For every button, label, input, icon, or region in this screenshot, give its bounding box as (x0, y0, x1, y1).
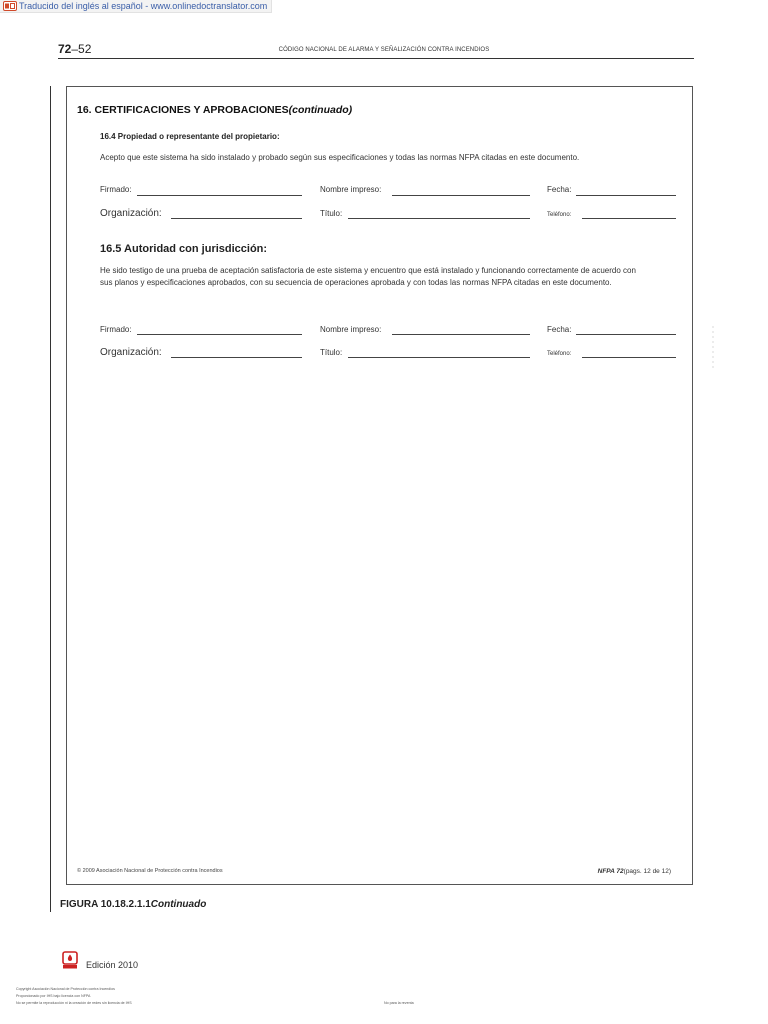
fecha-label: Fecha: (547, 185, 572, 194)
titulo-line[interactable] (348, 218, 530, 219)
fine-print-resale: No para la reventa (384, 1001, 414, 1005)
organizacion-line[interactable] (171, 357, 302, 358)
titulo-line[interactable] (348, 357, 530, 358)
header-rule (58, 58, 694, 59)
firmado-label: Firmado: (100, 185, 132, 194)
nombre-label: Nombre impreso: (320, 325, 382, 334)
organizacion-label: Organización: (100, 208, 162, 219)
fine-print-1: Copyright Asociación Nacional de Protección contra Incendios (16, 987, 115, 991)
figure-caption-label: FIGURA 10.18.2.1.1 (60, 899, 151, 910)
section-title (77, 104, 352, 116)
figure-caption-suffix: Continuado (150, 899, 207, 910)
telefono-line[interactable] (582, 218, 676, 219)
subsection-165-heading: 16.5 Autoridad con jurisdicción: (100, 243, 268, 255)
form-frame (66, 86, 693, 885)
nombre-label: Nombre impreso: (320, 185, 382, 194)
telefono-line[interactable] (582, 357, 676, 358)
translator-banner[interactable] (0, 0, 272, 13)
running-head: CÓDIGO NACIONAL DE ALARMA Y SEÑALIZACIÓN CONTRA INCENDIOS (278, 47, 490, 53)
section-title-text: 16. CERTIFICACIONES Y APROBACIONES (77, 104, 289, 116)
fecha-label: Fecha: (547, 325, 572, 334)
nombre-line[interactable] (392, 195, 530, 196)
fecha-line[interactable] (576, 334, 676, 335)
figure-caption (60, 899, 206, 910)
margin-change-bar (50, 86, 51, 912)
form-page-ref (598, 868, 671, 875)
fecha-line[interactable] (576, 195, 676, 196)
translator-logo-icon (3, 1, 17, 11)
titulo-label: Título: (320, 209, 343, 218)
translator-link[interactable]: Traducido del inglés al español - www.onlinedoctranslator.com (19, 1, 268, 11)
organizacion-line[interactable] (171, 218, 302, 219)
nfpa-pages: (pags. 12 de 12) (623, 868, 671, 875)
nfpa-code: NFPA 72 (597, 868, 624, 875)
firmado-line[interactable] (137, 334, 302, 335)
fine-print-2: Proporcionado por IHS bajo licencia con NFPA (16, 994, 91, 998)
nfpa-logo-icon (62, 951, 78, 969)
organizacion-label: Organización: (100, 347, 162, 358)
firmado-label: Firmado: (100, 325, 132, 334)
nombre-line[interactable] (392, 334, 530, 335)
telefono-label: Teléfono: (547, 351, 572, 357)
titulo-label: Título: (320, 348, 343, 357)
subsection-164-heading: 16.4 Propiedad o representante del propietario: (100, 132, 280, 141)
telefono-label: Teléfono: (547, 212, 572, 218)
subsection-165-text: He sido testigo de una prueba de aceptación satisfactoria de este sistema y encuentro que está instalado y funcionando correctamente de acuerdo con sus planos y especificaciones aprobados, con su secuencia de operaciones aprobada y con todas las normas NFPA citadas en este documento. (100, 266, 636, 287)
side-watermark-icon (711, 326, 715, 368)
section-title-suffix: (continuado) (288, 104, 353, 116)
edition-label: Edición 2010 (86, 960, 139, 970)
firmado-line[interactable] (137, 195, 302, 196)
form-copyright: © 2009 Asociación Nacional de Protección contra Incendios (77, 868, 223, 874)
fine-print-3: No se permite la reproducción ni la creación de redes sin licencia de IHS (16, 1001, 132, 1005)
page-number-rest: –52 (71, 42, 92, 56)
page-number-bold: 72 (58, 42, 72, 56)
subsection-164-text: Acepto que este sistema ha sido instalado y probado según sus especificaciones y todas las normas NFPA citadas en este documento. (100, 153, 580, 162)
